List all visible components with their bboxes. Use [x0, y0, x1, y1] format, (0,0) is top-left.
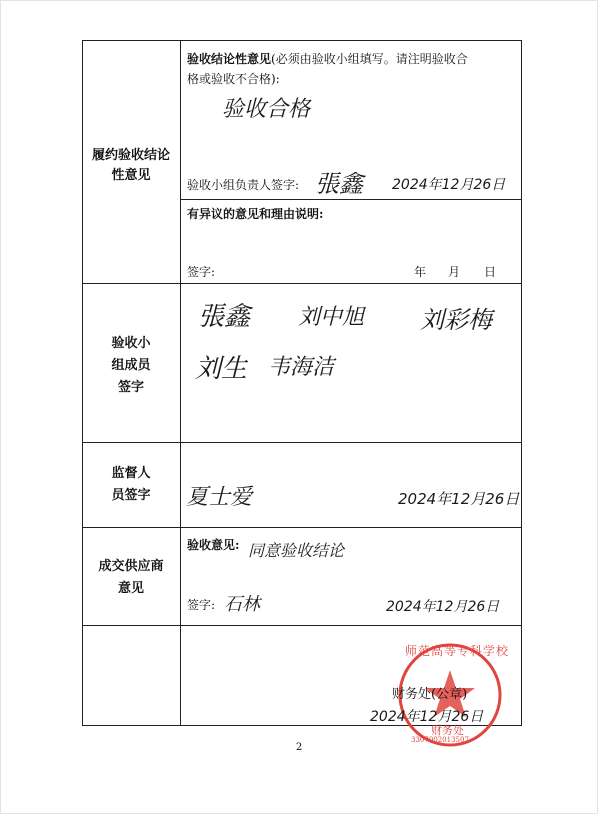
supervisor-sign-date: 2024年12月26日	[398, 490, 520, 508]
objection-day: 日	[484, 265, 497, 279]
seal-sub: 财务处	[431, 724, 464, 737]
leader-sign-date: 2024年12月26日	[392, 177, 506, 193]
member-signature: 刘彩梅	[420, 306, 492, 334]
member-signature: 張鑫	[198, 302, 251, 332]
row-divider	[82, 442, 522, 443]
supplier-signature: 石林	[224, 594, 260, 615]
member-signature: 刘生	[195, 354, 248, 384]
supervisor-signature: 夏士爱	[186, 485, 253, 510]
finance-sign-date: 2024年12月26日	[370, 709, 484, 725]
column-divider	[180, 40, 181, 726]
row-divider	[82, 283, 522, 284]
leader-signature: 張鑫	[315, 170, 363, 198]
seal-number: 3307002013507	[411, 736, 469, 744]
row-divider	[82, 527, 522, 528]
supplier-opinion-label: 验收意见:	[187, 538, 240, 552]
conclusion-note-line2: 格或验收不合格):	[187, 72, 280, 86]
seal-text: 师范高等专科学校	[405, 644, 510, 658]
member-signature: 刘中旭	[298, 305, 365, 330]
page-number: 2	[295, 742, 303, 753]
members-label: 验收小 组成员 签字	[111, 336, 151, 395]
supplier-sign-label: 签字:	[187, 598, 216, 612]
objection-month: 月	[448, 265, 461, 279]
objection-title: 有异议的意见和理由说明:	[187, 207, 324, 221]
handwritten-result: 验收合格	[222, 97, 311, 122]
finance-office-label: 财务处(公章)	[392, 687, 468, 702]
supplier-sign-date: 2024年12月26日	[386, 599, 500, 615]
objection-year: 年	[414, 265, 427, 279]
supplier-label: 成交供应商 意见	[98, 559, 164, 596]
row-divider	[180, 199, 522, 200]
conclusion-title: 验收结论性意见(必须由验收小组填写。请注明验收合	[187, 52, 468, 66]
row-divider	[82, 625, 522, 626]
objection-sign-label: 签字:	[187, 265, 216, 279]
member-signature: 韦海洁	[268, 355, 335, 380]
supervisor-label: 监督人 员签字	[111, 466, 151, 503]
supplier-opinion-handwritten: 同意验收结论	[248, 541, 345, 560]
leader-sign-label: 验收小组负责人签字:	[187, 178, 300, 192]
conclusion-label: 履约验收结论 性意见	[91, 148, 170, 183]
